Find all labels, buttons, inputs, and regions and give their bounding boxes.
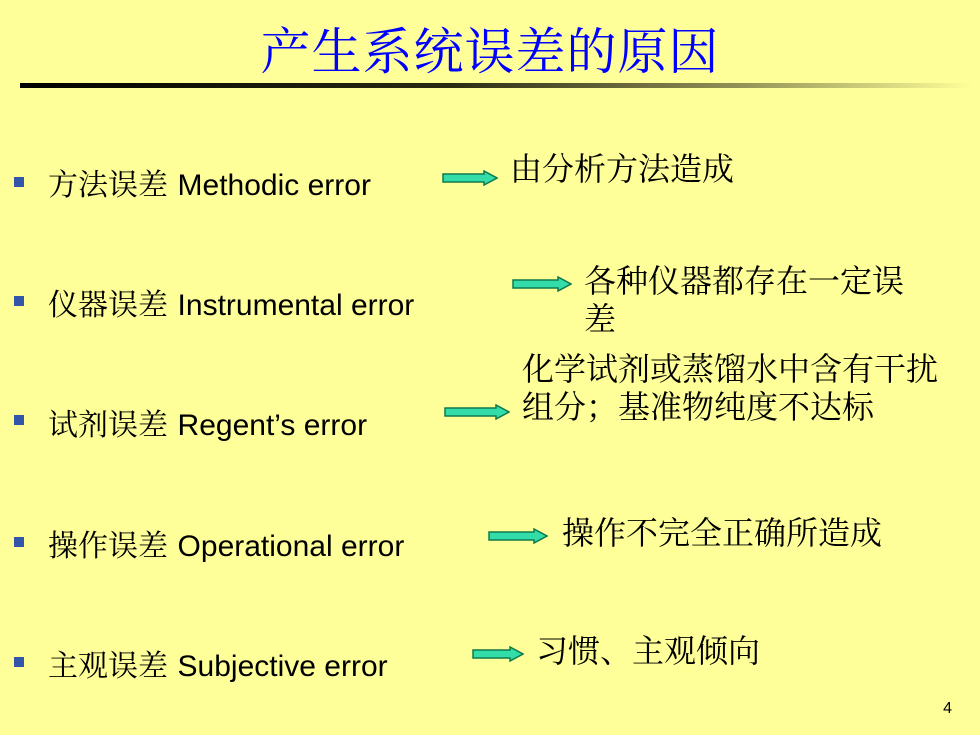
item-label bbox=[48, 400, 367, 444]
item-label-zh: 试剂误差 bbox=[48, 408, 168, 443]
item-label bbox=[48, 521, 404, 565]
item-label bbox=[48, 280, 414, 324]
bullet-icon bbox=[14, 296, 24, 306]
arrow-right-icon bbox=[512, 276, 572, 292]
arrow-right-icon bbox=[444, 404, 510, 420]
item-description: 各种仪器都存在一定误差 bbox=[584, 262, 905, 338]
title-underline bbox=[20, 83, 972, 88]
item-label bbox=[48, 641, 388, 685]
item-label-en: Instrumental error bbox=[177, 289, 415, 322]
bullet-icon bbox=[14, 537, 24, 547]
item-label-zh: 方法误差 bbox=[48, 168, 168, 203]
bullet-icon bbox=[14, 177, 24, 187]
slide-title: 产生系统误差的原因 bbox=[260, 23, 720, 81]
item-description: 化学试剂或蒸馏水中含有干扰组分；基准物纯度不达标 bbox=[522, 350, 939, 426]
item-label-zh: 操作误差 bbox=[48, 529, 168, 564]
item-label-zh: 仪器误差 bbox=[48, 288, 168, 323]
item-label bbox=[48, 160, 371, 204]
page-number: 4 bbox=[943, 700, 952, 717]
arrow-right-icon bbox=[472, 646, 524, 662]
item-label-en: Regent’s error bbox=[177, 409, 368, 442]
item-label-en: Operational error bbox=[177, 530, 405, 563]
item-description: 操作不完全正确所造成 bbox=[562, 514, 883, 552]
arrow-right-icon bbox=[488, 528, 548, 544]
item-label-en: Subjective error bbox=[177, 650, 388, 683]
item-description: 习惯、主观倾向 bbox=[536, 632, 761, 670]
arrow-right-icon bbox=[442, 170, 498, 186]
bullet-icon bbox=[14, 415, 24, 425]
item-description: 由分析方法造成 bbox=[510, 150, 735, 188]
item-label-en: Methodic error bbox=[177, 169, 371, 202]
bullet-icon bbox=[14, 657, 24, 667]
item-label-zh: 主观误差 bbox=[48, 649, 168, 684]
